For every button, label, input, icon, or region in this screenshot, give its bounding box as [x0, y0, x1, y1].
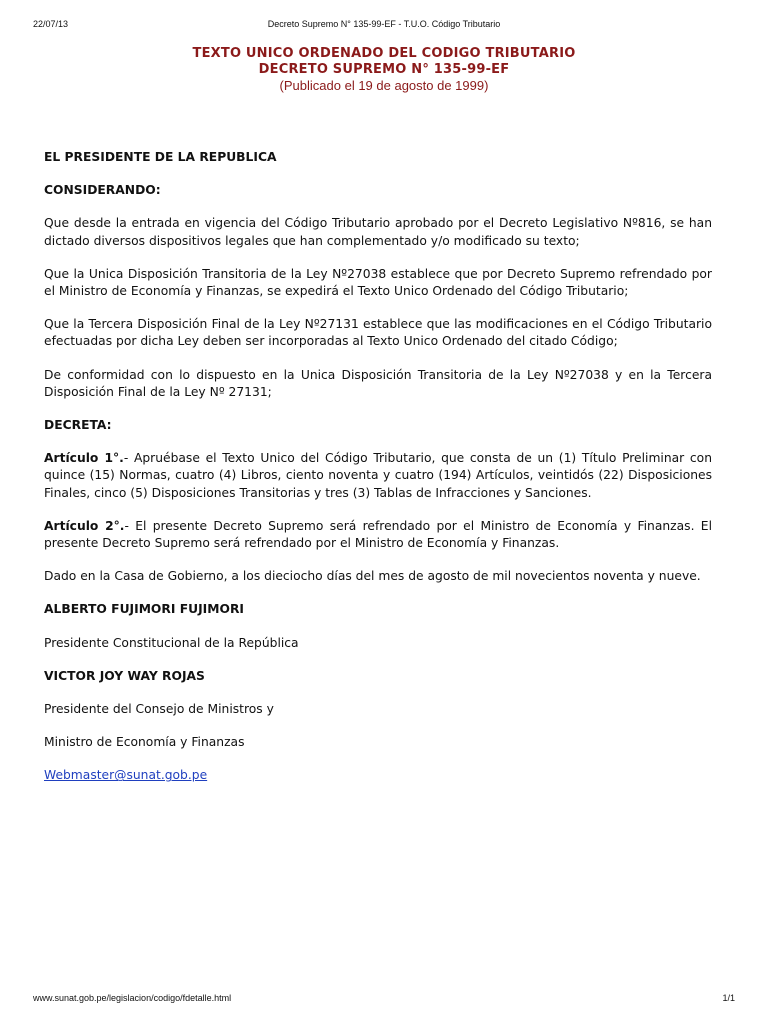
considerando-paragraph-3: Que la Tercera Disposición Final de la Ley Nº27131 establece que las modificaciones en el Código Tributario efectuadas por dicha Ley deben ser incorporadas al Texto Unico Ordenado del citado Código;: [44, 317, 712, 349]
webmaster-link[interactable]: Webmaster@sunat.gob.pe: [44, 768, 208, 783]
articulo-2-text: - El presente Decreto Supremo será refrendado por el Ministro de Economía y Finanzas. El presente Decreto Supremo será refrendado por el Ministro de Economía y Finanzas.: [44, 518, 712, 551]
articulo-1-label: Artículo 1°.: [44, 451, 124, 466]
considerando-paragraph-2: Que la Unica Disposición Transitoria de la Ley Nº27038 establece que por Decreto Supremo refrendado por el Ministro de Economía y Finanzas, se expedirá el Texto Unico Ordenado del Código Tributario;: [44, 266, 712, 299]
considerando-heading: CONSIDERANDO:: [44, 183, 161, 198]
print-header: [0, 19, 768, 33]
articulo-2-label: Artículo 2°.: [44, 518, 125, 533]
articulo-1: [44, 450, 712, 502]
considerando-paragraph-1: Que desde la entrada en vigencia del Código Tributario aprobado por el Decreto Legislativo Nº816, se han dictado diversos dispositivos legales que han complementado y/o modificado su texto;: [44, 216, 712, 248]
document-body: [44, 149, 712, 801]
print-page-title: Decreto Supremo N° 135-99-EF - T.U.O. Código Tributario: [267, 19, 501, 29]
document-title: TEXTO UNICO ORDENADO DEL CODIGO TRIBUTARIO: [192, 46, 576, 61]
publication-date: (Publicado el 19 de agosto de 1999): [279, 78, 489, 93]
print-url: www.sunat.gob.pe/legislacion/codigo/fdetalle.html: [33, 993, 232, 1003]
considerando-paragraph-4: De conformidad con lo dispuesto en la Unica Disposición Transitoria de la Ley Nº27038 y en la Tercera Disposición Final de la Ley Nº 27131;: [44, 367, 712, 399]
print-date: 22/07/13: [33, 19, 69, 29]
signer-2-title-2: Ministro de Economía y Finanzas: [44, 735, 245, 750]
webmaster-link-wrap: [44, 767, 712, 784]
signer-2-title-1: Presidente del Consejo de Ministros y: [44, 702, 274, 717]
articulo-2: [44, 518, 712, 552]
print-footer: [0, 993, 768, 1007]
print-page-number: 1/1: [722, 993, 735, 1003]
decreta-heading: DECRETA:: [44, 418, 112, 433]
signer-1-name: ALBERTO FUJIMORI FUJIMORI: [44, 602, 244, 617]
document-title-block: [0, 46, 768, 94]
dado-paragraph: Dado en la Casa de Gobierno, a los dieciocho días del mes de agosto de mil novecientos noventa y nueve.: [44, 569, 701, 584]
signer-1-title: Presidente Constitucional de la República: [44, 635, 299, 650]
president-heading: EL PRESIDENTE DE LA REPUBLICA: [44, 150, 277, 164]
articulo-1-text: - Apruébase el Texto Unico del Código Tributario, que consta de un (1) Título Preliminar con quince (15) Normas, cuatro (4) Libros, ciento noventa y cuatro (194) Artículos, veintidós (22) Disposiciones Finales, cinco (5) Disposiciones Transitorias y tres (3) Tablas de Infracciones y Sanciones.: [44, 451, 712, 500]
decree-number: DECRETO SUPREMO N° 135-99-EF: [258, 62, 510, 77]
signer-2-name: VICTOR JOY WAY ROJAS: [44, 668, 205, 683]
